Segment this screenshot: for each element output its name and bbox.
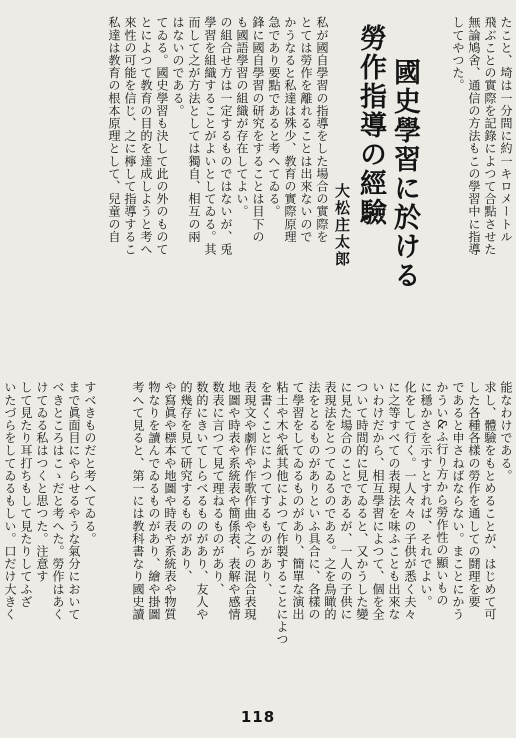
- body-column: 求し、體驗をもとめることが、はじめて可: [483, 381, 497, 621]
- body-column: 表現法をとつてゐるのである。之を鳥瞰的: [323, 381, 337, 621]
- body-column: はないのである。: [171, 16, 185, 117]
- body-column: した各種各樣の勞作を通しての鬪理を要: [467, 381, 481, 608]
- body-column: とによつて教育の目的を達成しようと考へ: [139, 16, 153, 256]
- body-column: 鋒に國自學習の研究をすることは目下の: [251, 16, 265, 243]
- body-column: てゐる。國史學習も決して此の外のものて: [155, 16, 169, 256]
- body-column: を書くことによつてするものがあり、: [259, 381, 273, 596]
- body-column: 物なりを讀んでゐるものがあり、繪や掛圖: [147, 381, 161, 621]
- body-column: [98, 381, 113, 701]
- body-column: 私が國自學習の指導をした場合の實際を: [315, 16, 329, 243]
- body-column: 急であり要點であると考へてゐる。: [267, 16, 281, 218]
- body-column: 的幾存を見て研究するものがあり、: [179, 381, 193, 583]
- body-column: 法をとるものがありといふ具合に、各樣の: [307, 381, 321, 621]
- body-column: 数表に言つて見て理ねるものがあり、: [211, 381, 225, 596]
- body-column: [114, 381, 129, 701]
- body-column: 表現文や劇作や作歌作曲や之らの混合表現: [243, 381, 257, 621]
- body-column: ついて時間的に見てゐると、又かうした變: [355, 381, 369, 621]
- body-column: も國語學習の組織が存在してよい。: [235, 16, 249, 218]
- body-column: とては勞作を離れることは出來ないので: [299, 16, 313, 243]
- body-column: 來性の可能を信じ、之に檸して指導するこ: [123, 16, 137, 256]
- body-column: 學習を組織することがよいとしてゐる。其: [203, 16, 217, 256]
- body-column: 化をして行く。一人々々の子供が悉く夫々: [403, 381, 417, 621]
- body-column: に見た場合のことであるが、一人の子供に: [339, 381, 353, 621]
- body-column: の組合せ方は一定するものではないが、兎: [219, 16, 233, 256]
- body-column: に之等すべての表現法を味ふことも出來な: [387, 381, 401, 621]
- body-column: 而して之が方法としては獨自、相互の兩: [187, 16, 201, 243]
- body-column: 私達は教育の根本原理として、兒童の自: [107, 16, 121, 243]
- body-column: [434, 16, 449, 372]
- body-column: や寫眞や標本や地圖や時表や系統表や物質: [163, 381, 177, 621]
- body-column: かうい&ふ行り方から勞作性の顯いもの: [435, 381, 449, 607]
- body-column: いわけだから、相互學習によつて、個を全: [371, 381, 385, 621]
- article-author: 大松庄太郎: [333, 183, 351, 268]
- body-column: たこと、埼は一分間に約一キロメートル: [499, 16, 513, 243]
- body-column: けてゐる私はつくと思つた。注意す: [35, 381, 49, 583]
- article-title: 國史學習に於ける: [389, 58, 420, 290]
- body-column: て學習をしてゐるものがあり、簡單な演出: [291, 381, 305, 621]
- body-column: かうなると私達は殊少、教育の實際原理: [283, 16, 297, 243]
- body-column: であると申さねばならない。まことにかう: [451, 381, 465, 621]
- body-column: べきところはこゝだと考へた。勞作はあく: [51, 381, 65, 621]
- body-column: 無論鳩舍、通信の方法もこの學習中に指導: [467, 16, 481, 256]
- body-column: 粘土や木や紙其他によつて作製することによつ: [275, 381, 289, 646]
- body-column: 数的にきいてしらべるものがあり、友人や: [195, 381, 209, 621]
- body-column: すべきものだと考へてゐる。: [83, 381, 97, 545]
- body-column: 地圖や時表や系統表や簡係表、表解や感情: [227, 381, 241, 621]
- page-number: 118: [240, 708, 276, 726]
- body-column: して見たり耳打ちもして見たりしてふざ: [19, 381, 33, 608]
- body-column: 能なわけである。: [499, 381, 513, 482]
- body-column: 考へて見ると、第一には教科書なり國史讀: [131, 381, 145, 621]
- body-column: 飛ぶことの實際を記錄によつて合點させた: [483, 16, 497, 256]
- article-title-block: [327, 18, 422, 378]
- top-band: [0, 16, 516, 376]
- body-column: に穩かさを示すとすれば、それでよい。: [419, 381, 433, 608]
- article-title: 勞作指導の經驗: [355, 24, 386, 227]
- body-column: してやつた。: [451, 16, 465, 92]
- body-column: いたづらをしてゐるもしい。口だけ大きく: [3, 381, 17, 621]
- body-column: まで眞面目にやらせるやうな氣分において: [67, 381, 81, 621]
- bottom-band: [0, 381, 516, 706]
